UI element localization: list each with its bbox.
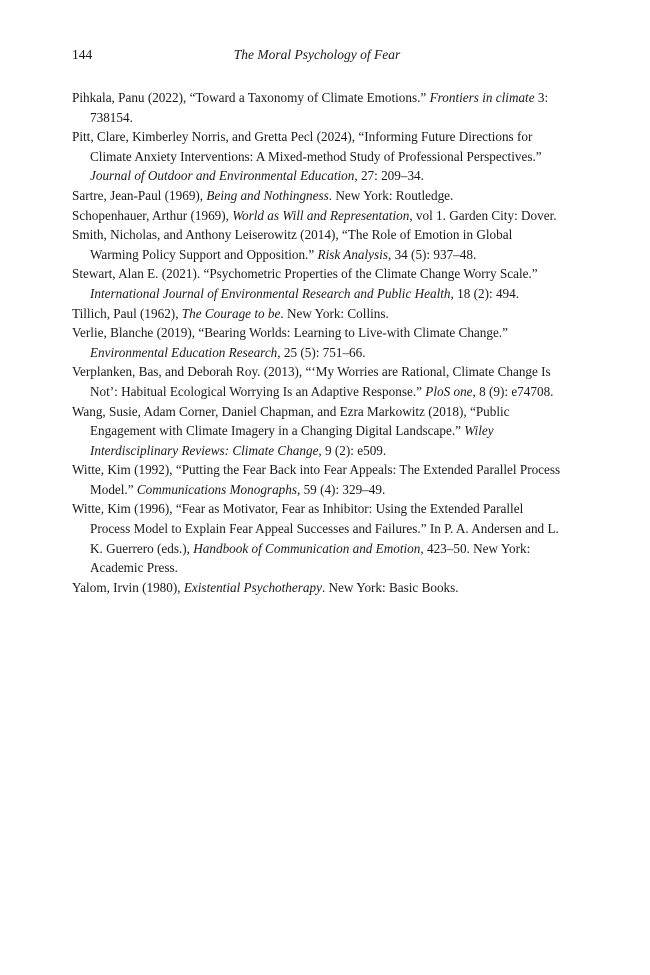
reference-title: Journal of Outdoor and Environmental Education bbox=[90, 168, 355, 184]
reference-text: Pitt, Clare, Kimberley Norris, and Gretta Pecl (2024), “Informing Future Directions for Climate Anxiety Interventions: A Mixed-method Study of Professional Perspectives.” bbox=[72, 129, 542, 164]
reference-text: Pihkala, Panu (2022), “Toward a Taxonomy of Climate Emotions.” bbox=[72, 90, 430, 105]
reference-entry bbox=[72, 460, 564, 499]
reference-text: Wang, Susie, Adam Corner, Daniel Chapman, and Ezra Markowitz (2018), “Public Engagement with Climate Imagery in a Changing Digital Landscape.” bbox=[72, 403, 510, 439]
running-title: The Moral Psychology of Fear bbox=[233, 47, 401, 62]
reference-title: Handbook of Communication and Emotion bbox=[193, 540, 421, 556]
reference-details: , 34 (5): 937–48. bbox=[387, 246, 477, 262]
reference-title: Frontiers in climate bbox=[429, 90, 535, 105]
reference-details: . New York: Collins. bbox=[280, 305, 389, 321]
reference-details: , 27: 209–34. bbox=[354, 168, 424, 184]
reference-text: Tillich, Paul (1962), bbox=[72, 305, 182, 321]
reference-title: Risk Analysis bbox=[317, 246, 388, 262]
reference-text: Yalom, Irvin (1980), bbox=[72, 579, 184, 595]
reference-title: Environmental Education Research bbox=[90, 344, 278, 360]
reference-details: 3: 738154. bbox=[90, 90, 549, 125]
reference-details: , 25 (5): 751–66. bbox=[277, 344, 366, 360]
reference-text: Stewart, Alan E. (2021). “Psychometric Properties of the Climate Change Worry Scale.” bbox=[72, 266, 538, 282]
reference-title: World as Will and Representation bbox=[232, 207, 410, 223]
reference-entry bbox=[72, 186, 564, 206]
reference-title: The Courage to be bbox=[181, 305, 281, 321]
reference-entry bbox=[72, 578, 564, 598]
reference-entry bbox=[72, 206, 564, 226]
reference-details: . New York: Routledge. bbox=[328, 187, 454, 203]
page-number: 144 bbox=[72, 47, 93, 62]
reference-text: Verlie, Blanche (2019), “Bearing Worlds: Learning to Live-with Climate Change.” bbox=[72, 325, 508, 341]
reference-title: Being and Nothingness bbox=[206, 187, 329, 203]
reference-text: Schopenhauer, Arthur (1969), bbox=[72, 207, 233, 223]
reference-entry bbox=[72, 264, 564, 303]
reference-entry bbox=[72, 323, 564, 362]
reference-list bbox=[72, 88, 564, 597]
reference-text: Witte, Kim (1992), “Putting the Fear Back into Fear Appeals: The Extended Parallel Process Model.” bbox=[72, 462, 561, 497]
reference-entry bbox=[72, 362, 564, 401]
reference-title: Wiley Interdisciplinary Reviews: Climate Change bbox=[90, 423, 494, 458]
reference-text: Witte, Kim (1996), “Fear as Motivator, Fear as Inhibitor: Using the Extended Parallel Process Model to Explain Fear Appeal Successes and Failures.” In P. A. Andersen and L. K. Guerrero (eds.), bbox=[72, 501, 559, 556]
reference-entry bbox=[72, 88, 564, 127]
reference-details: , 18 (2): 494. bbox=[450, 285, 520, 301]
reference-entry bbox=[72, 304, 564, 324]
reference-entry bbox=[72, 225, 564, 264]
reference-entry bbox=[72, 499, 564, 577]
reference-text: Sartre, Jean-Paul (1969), bbox=[72, 187, 207, 203]
running-head bbox=[72, 47, 562, 67]
reference-title: International Journal of Environmental Research and Public Health bbox=[90, 285, 451, 301]
reference-text: Verplanken, Bas, and Deborah Roy. (2013), “‘My Worries are Rational, Climate Change Is Not’: Habitual Ecological Worrying Is an Adaptive Response.” bbox=[72, 364, 551, 399]
reference-entry bbox=[72, 127, 564, 186]
reference-entry bbox=[72, 402, 564, 461]
reference-details: , 423–50. New York: Academic Press. bbox=[90, 540, 531, 576]
reference-details: , 8 (9): e74708. bbox=[472, 383, 554, 399]
reference-details: , 59 (4): 329–49. bbox=[296, 481, 386, 497]
reference-text: Smith, Nicholas, and Anthony Leiserowitz (2014), “The Role of Emotion in Global Warming Policy Support and Opposition.” bbox=[72, 227, 513, 262]
reference-details: , vol 1. Garden City: Dover. bbox=[409, 207, 557, 223]
reference-title: Existential Psychotherapy bbox=[183, 579, 322, 595]
reference-title: PloS one bbox=[425, 383, 473, 399]
reference-details: , 9 (2): e509. bbox=[318, 442, 387, 458]
reference-title: Communications Monographs bbox=[136, 481, 297, 497]
reference-details: . New York: Basic Books. bbox=[321, 579, 459, 595]
